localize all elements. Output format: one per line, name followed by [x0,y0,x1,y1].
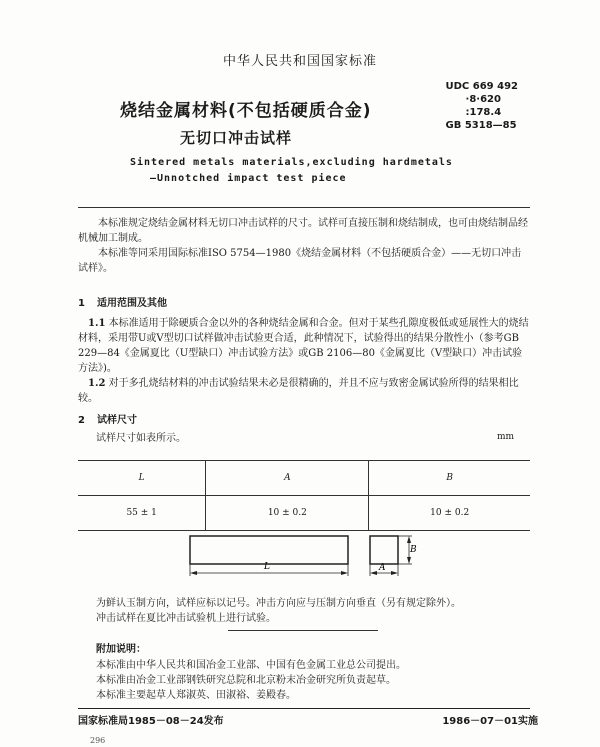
section-2-heading [78,411,137,426]
note-marking: 为鲜认玉制方向，试样应标以记号。冲击方向应与压制方向垂直（另有规定除外）。 [96,598,461,609]
side-view-rect [190,536,348,564]
table-cell: 10 ± 0.2 [369,496,530,531]
publish-info: 国家标准局1985－08－24发布 [78,716,224,727]
clause-1-2 [78,376,530,406]
table-header-cell: B [369,461,530,496]
table-header-cell: A [206,461,369,496]
udc-line: :178.4 [465,107,502,118]
table-cell: 55 ± 1 [78,496,206,531]
intro-paragraph-1: 本标准规定烧结金属材料无切口冲击试样的尺寸。试样可直接压制和烧结制成，也可由烧结制品经机械加工制成。 [78,218,528,244]
dimension-label-b: B [410,545,417,555]
additional-note-line: 本标准由冶金工业部钢铁研究总院和北京粉末冶金研究所负责起草。 [96,675,396,686]
effective-date: 1986－07－01实施 [442,716,538,727]
intro-paragraph-2: 本标准等同采用国际标准ISO 5754—1980《烧结金属材料（不包括硬质合金）——无切口冲击试样》。 [78,248,522,274]
table-header-row [78,461,530,496]
section-title: 试样尺寸 [96,415,137,426]
title-en-line2: —Unnotched impact test piece [150,173,347,184]
unit-label: mm [497,432,515,442]
section-title: 适用范围及其他 [96,298,167,309]
table-row [78,496,530,531]
section-number: 1 [78,298,85,309]
title-cn-line2: 无切口冲击试样 [180,129,293,147]
clause-number: 1.2 [88,378,106,389]
gb-number: GB 5318—85 [445,120,517,131]
additional-note-line: 本标准主要起草人郑淑英、田淑裕、姜殿春。 [96,690,296,701]
dimension-label-l: L [264,562,270,572]
clause-number: 1.1 [88,318,106,329]
title-en-line1: Sintered metals materials,excluding hardmetals [130,157,453,168]
note-test-machine: 冲击试样在夏比冲击试验机上进行试验。 [96,613,276,624]
additional-notes-title: 附加说明： [96,644,146,655]
test-piece-figure [180,530,440,590]
title-cn-line1: 烧结金属材料(不包括硬质合金) [120,101,372,121]
section-1-heading [78,294,167,309]
country-standard-header: 中华人民共和国国家标准 [222,54,377,69]
clause-text: 对于多孔烧结材料的冲击试验结果未必是很精确的，并且不应与致密金属试验所得的结果相比较。 [78,378,519,404]
title-divider [78,207,530,208]
short-divider [228,630,378,631]
table-header-cell: L [78,461,206,496]
additional-note-line: 本标准由中华人民共和国冶金工业部、中国有色金属工业总公司提出。 [96,660,406,671]
dimension-table [78,460,530,531]
udc-block [446,80,518,132]
footer-divider [78,708,530,709]
table-cell: 10 ± 0.2 [206,496,369,531]
udc-line: UDC 669 492 [445,81,518,92]
end-view-rect [370,536,398,564]
clause-1-1 [78,316,530,376]
udc-line: ·8·620 [465,94,501,105]
dimension-label-a: A [379,563,386,573]
clause-text: 本标准适用于除硬质合金以外的各种烧结金属和合金。但对于某些孔隙度极低或延展性大的烧结材料，采用带U或V型切口试样做冲击试验更合适，此种情况下，试验得出的结果分散性小（参考GB 229—84《金属夏比（U型缺口）冲击试验方法》或GB 2106—80《金属夏比（V型缺口）冲击试验方法》)。 [78,318,529,374]
section-2-lead: 试样尺寸如表所示。 [96,433,186,444]
page-number: 296 [90,736,106,745]
section-number: 2 [78,415,85,426]
